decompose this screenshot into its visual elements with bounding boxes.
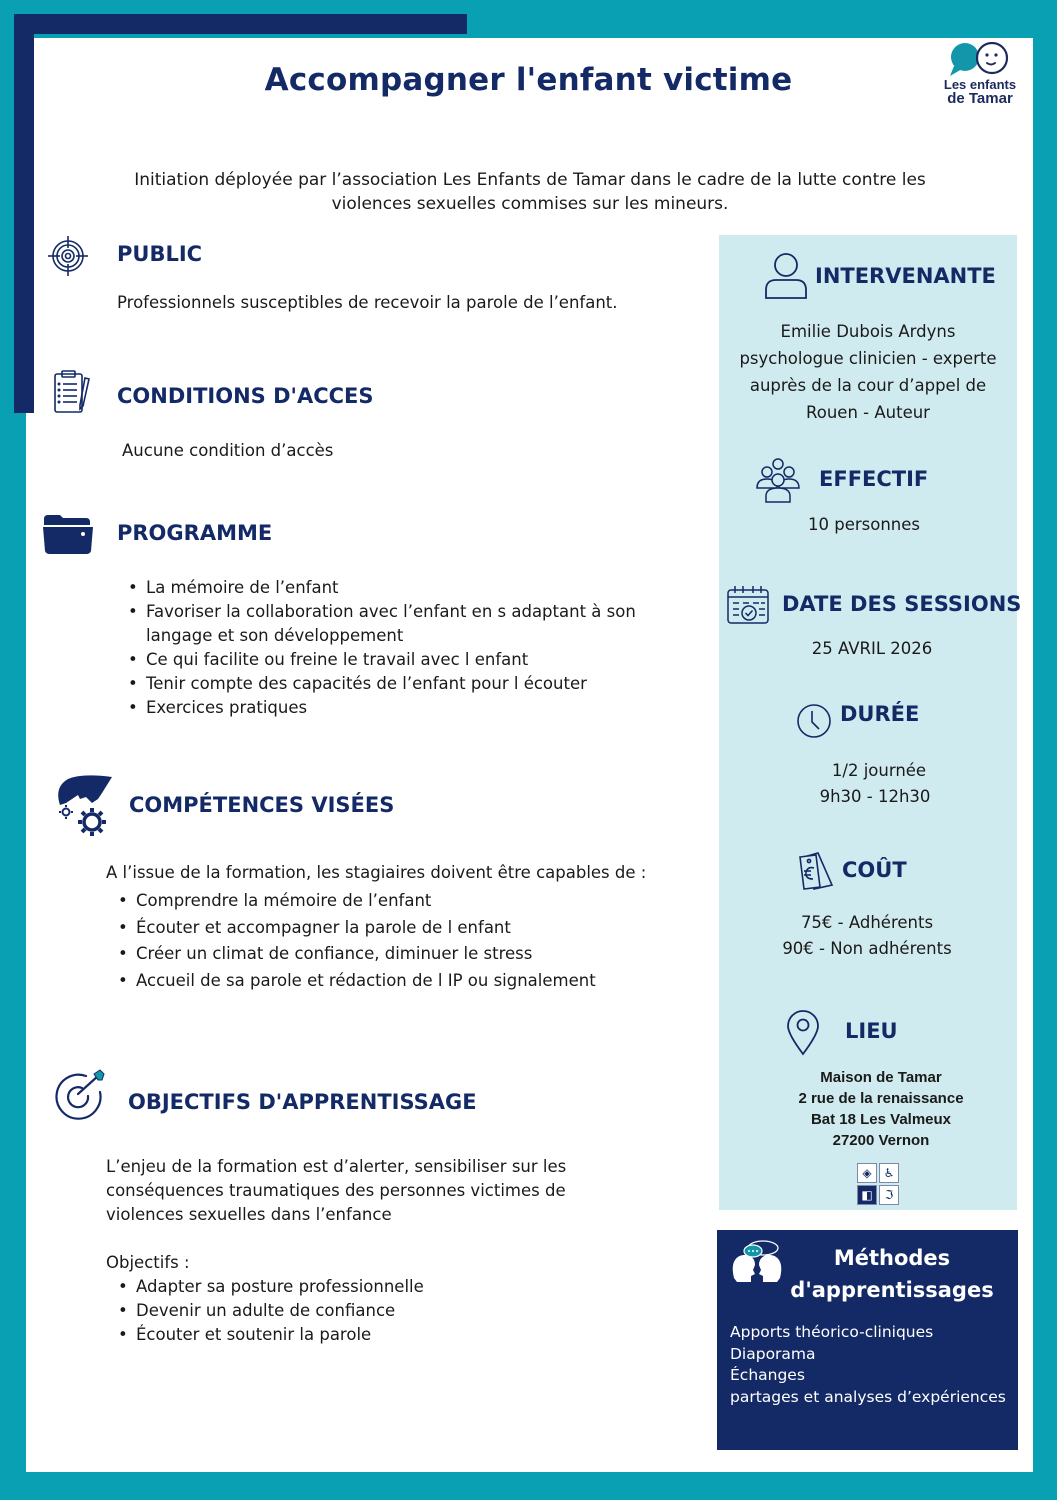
- list-item: • Exercices pratiques: [126, 696, 686, 720]
- public-text: Professionnels susceptibles de recevoir la parole de l’enfant.: [117, 293, 618, 312]
- head-gears-icon: [52, 775, 114, 837]
- methods-title: Méthodes d'apprentissages: [790, 1246, 994, 1302]
- competences-list: [116, 888, 696, 994]
- effectif-text: 10 personnes: [807, 515, 920, 534]
- wheelchair-icon: ♿: [879, 1163, 899, 1183]
- date-text: 25 AVRIL 2026: [811, 639, 933, 658]
- calendar-check-icon: [726, 585, 770, 625]
- group-icon: [755, 458, 801, 504]
- list-item: • Adapter sa posture professionnelle: [116, 1275, 616, 1299]
- list-item: • Comprendre la mémoire de l’enfant: [116, 888, 696, 915]
- list-item: • La mémoire de l’enfant: [126, 576, 686, 600]
- programme-list: [126, 576, 686, 720]
- section-heading-programme: PROGRAMME: [117, 521, 273, 545]
- map-pin-icon: [786, 1010, 820, 1056]
- list-item: Apports théorico-cliniques: [730, 1323, 934, 1341]
- methods-box: [717, 1230, 1018, 1450]
- dialogue-heads-icon: [731, 1240, 783, 1284]
- competences-intro: A l’issue de la formation, les stagiaires doivent être capables de :: [106, 863, 647, 882]
- accessibility-icons: [857, 1163, 901, 1205]
- list-item: • Ce qui facilite ou freine le travail avec l enfant: [126, 648, 686, 672]
- hearing-impairment-icon: ℑ: [879, 1185, 899, 1205]
- list-item: partages et analyses d’expériences: [730, 1387, 1006, 1406]
- page-card-lower: [26, 413, 46, 1472]
- conditions-text: Aucune condition d’accès: [122, 441, 334, 460]
- clock-icon: [796, 703, 832, 739]
- page-title: Accompagner l'enfant victime: [264, 62, 793, 98]
- logo-bubbles-icon: [940, 42, 1020, 78]
- logo: [940, 42, 1020, 108]
- person-icon: [764, 252, 808, 300]
- sidebar-heading-lieu: LIEU: [845, 1019, 898, 1043]
- logo-text: Les enfants de Tamar: [943, 77, 1017, 107]
- objectifs-paragraph: L’enjeu de la formation est d’alerter, sensibiliser sur les conséquences traumatiques des personnes victimes de violences sexuelles dans l’enfance: [106, 1157, 567, 1224]
- list-item: • Écouter et soutenir la parole: [116, 1323, 616, 1347]
- target-arrow-icon: [52, 1068, 108, 1120]
- section-heading-competences: COMPÉTENCES VISÉES: [129, 793, 395, 817]
- objectifs-label: Objectifs :: [106, 1253, 190, 1272]
- section-heading-objectifs: OBJECTIFS D'APPRENTISSAGE: [128, 1090, 477, 1114]
- sidebar-heading-intervenante: INTERVENANTE: [815, 264, 996, 288]
- sidebar-heading-cout: COÛT: [842, 858, 907, 882]
- sidebar-heading-effectif: EFFECTIF: [819, 467, 929, 491]
- sidebar-heading-date: DATE DES SESSIONS: [782, 592, 1022, 616]
- list-item: • Créer un climat de confiance, diminuer le stress: [116, 941, 696, 968]
- sidebar-heading-duree: DURÉE: [840, 702, 920, 726]
- intervenante-text: Emilie Dubois Ardyns psychologue clinicien - experte auprès de la cour d’appel de Rouen - Auteur: [739, 322, 997, 422]
- section-heading-public: PUBLIC: [117, 242, 203, 266]
- objectifs-list: [116, 1275, 616, 1347]
- list-item: • Tenir compte des capacités de l’enfant pour l écouter: [126, 672, 686, 696]
- target-icon: [47, 235, 89, 277]
- list-item: Échanges: [730, 1366, 805, 1384]
- lieu-address: Maison de Tamar 2 rue de la renaissance Bat 18 Les Valmeux 27200 Vernon: [798, 1069, 964, 1149]
- list-item: Diaporama: [730, 1344, 816, 1363]
- mental-disability-icon: ◧: [857, 1185, 877, 1205]
- clipboard-checklist-icon: [52, 370, 92, 414]
- list-item: • Accueil de sa parole et rédaction de l IP ou signalement: [116, 968, 696, 995]
- section-heading-conditions: CONDITIONS D'ACCES: [117, 384, 374, 408]
- list-item: • Favoriser la collaboration avec l’enfant en s adaptant à son langage et son développement: [126, 600, 686, 648]
- list-item: • Écouter et accompagner la parole de l enfant: [116, 915, 696, 942]
- cout-text: 75€ - Adhérents 90€ - Non adhérents: [782, 913, 952, 958]
- duree-text: 1/2 journée 9h30 - 12h30: [819, 761, 931, 806]
- accent-bar-horizontal: [14, 14, 467, 34]
- price-tag-euro-icon: [796, 851, 834, 891]
- visual-impairment-icon: ◈: [857, 1163, 877, 1183]
- folder-icon: [42, 513, 94, 555]
- subtitle: Initiation déployée par l’association Les Enfants de Tamar dans le cadre de la lutte contre les violences sexuelles commises sur les mineurs.: [134, 170, 926, 214]
- list-item: • Devenir un adulte de confiance: [116, 1299, 616, 1323]
- methods-list: [730, 1322, 1006, 1408]
